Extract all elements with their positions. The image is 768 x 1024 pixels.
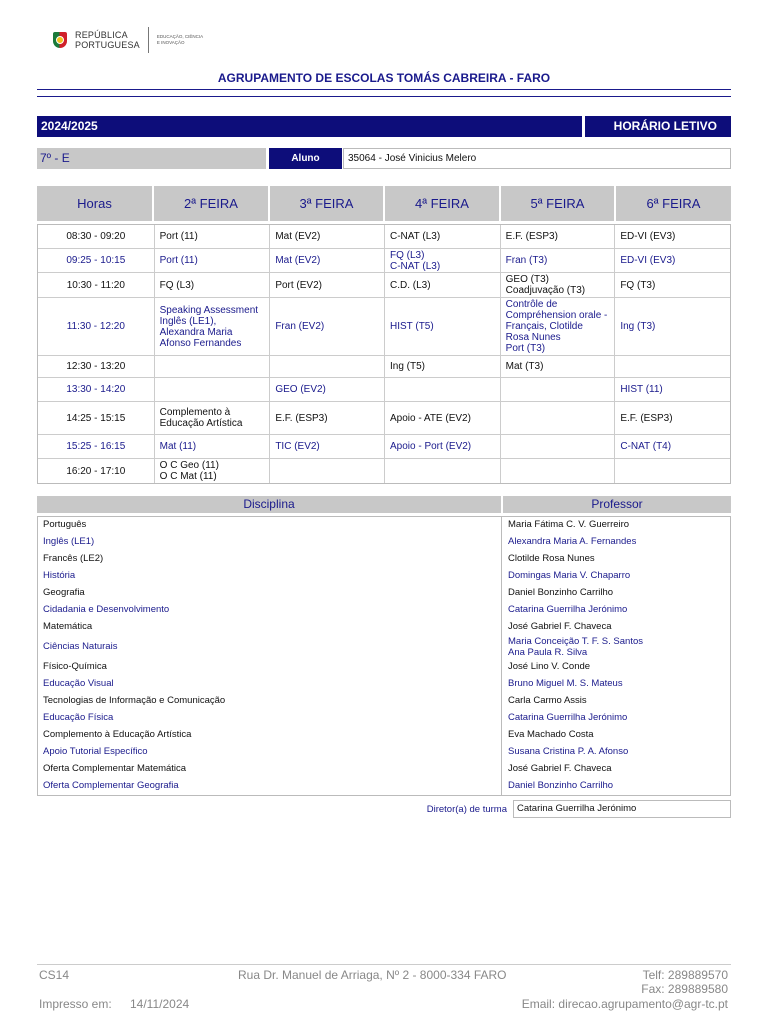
schedule-hour: 13:30 - 14:20 xyxy=(38,378,155,401)
schedule-hour: 14:25 - 15:15 xyxy=(38,402,155,434)
aluno-value: 35064 - José Vinicius Melero xyxy=(343,148,731,169)
schedule-row xyxy=(38,356,730,378)
discipline-row xyxy=(38,727,730,744)
schedule-cell xyxy=(385,378,501,401)
schedule-cell: C-NAT (L3) xyxy=(385,225,501,248)
discipline-professor: Maria Fátima C. V. Guerreiro xyxy=(508,519,630,531)
footer-rule xyxy=(37,964,731,965)
schedule-cell: Mat (T3) xyxy=(501,356,616,377)
discipline-table xyxy=(37,516,731,796)
discipline-professor: Bruno Miguel M. S. Mateus xyxy=(508,678,623,690)
discipline-professor: Catarina Guerrilha Jerónimo xyxy=(508,712,628,724)
logo-line2: PORTUGUESA xyxy=(75,40,140,50)
schedule-header-cell: 6ª FEIRA xyxy=(616,186,731,221)
schedule-row xyxy=(38,273,730,298)
schedule-row xyxy=(38,435,730,459)
schedule-hour: 09:25 - 10:15 xyxy=(38,249,155,272)
discipline-professor: Domingas Maria V. Chaparro xyxy=(508,570,631,582)
professor-header-label: Professor xyxy=(503,496,731,513)
schedule-cell xyxy=(270,356,385,377)
discipline-professor: Susana Cristina P. A. Afonso xyxy=(508,746,629,758)
schedule-cell: GEO (EV2) xyxy=(270,378,385,401)
discipline-row xyxy=(38,710,730,727)
doc-type-bar: HORÁRIO LETIVO xyxy=(585,116,731,137)
schedule-row xyxy=(38,459,730,483)
logo-name xyxy=(75,30,140,50)
discipline-professor: Eva Machado Costa xyxy=(508,729,594,741)
discipline-professor-line: Maria Conceição T. F. S. Santos xyxy=(508,636,643,647)
ministry-line2: E INOVAÇÃO xyxy=(156,40,185,45)
footer-code: CS14 xyxy=(39,968,70,982)
schedule-header-cell: 4ª FEIRA xyxy=(385,186,501,221)
schedule-cell: GEO (T3) Coadjuvação (T3) xyxy=(501,273,616,297)
footer-fax: Fax: 289889580 xyxy=(641,982,728,996)
schedule-header xyxy=(37,186,731,221)
schedule-cell xyxy=(155,356,271,377)
schedule-header-cell: 2ª FEIRA xyxy=(154,186,270,221)
discipline-row xyxy=(38,585,730,602)
director-value: Catarina Guerrilha Jerónimo xyxy=(513,800,731,818)
republica-portuguesa-logo xyxy=(50,26,203,54)
discipline-professor-line: Ana Paula R. Silva xyxy=(508,646,588,658)
discipline-name: Educação Visual xyxy=(38,676,502,693)
discipline-professor: José Gabriel F. Chaveca xyxy=(508,621,612,633)
discipline-row xyxy=(38,636,730,659)
schedule-cell: ED-VI (EV3) xyxy=(620,231,676,242)
schedule-cell xyxy=(615,459,730,483)
aluno-label: Aluno xyxy=(269,148,342,169)
schedule-hour: 08:30 - 09:20 xyxy=(38,225,155,248)
discipline-name: Ciências Naturais xyxy=(38,636,502,659)
discipline-professor: Daniel Bonzinho Carrilho xyxy=(508,587,614,599)
discipline-row xyxy=(38,778,730,795)
schedule-cell: FQ (L3) xyxy=(155,273,271,297)
schedule-row xyxy=(38,298,730,356)
discipline-row xyxy=(38,761,730,778)
footer-email: Email: direcao.agrupamento@agr-tc.pt xyxy=(521,997,728,1011)
discipline-professor: Daniel Bonzinho Carrilho xyxy=(508,780,614,792)
discipline-header-label: Disciplina xyxy=(37,496,501,513)
schedule-cell: TIC (EV2) xyxy=(270,435,385,458)
title-rule-bottom xyxy=(37,96,731,97)
ministry-line1: EDUCAÇÃO, CIÊNCIA xyxy=(156,34,204,39)
discipline-name: Físico-Química xyxy=(38,659,502,676)
discipline-professor: Alexandra Maria A. Fernandes xyxy=(508,536,637,548)
schedule-body xyxy=(37,224,731,484)
schedule-cell: Apoio - Port (EV2) xyxy=(385,435,501,458)
schedule-cell: O C Geo (11) O C Mat (11) xyxy=(155,459,271,483)
schedule-cell xyxy=(615,356,730,377)
discipline-row xyxy=(38,744,730,761)
director-label: Diretor(a) de turma xyxy=(426,804,507,815)
school-year-bar: 2024/2025 xyxy=(37,116,582,137)
schedule-cell: ED-VI (EV3) xyxy=(620,255,676,266)
discipline-row xyxy=(38,619,730,636)
schedule-row xyxy=(38,378,730,402)
footer-tel: Telf: 289889570 xyxy=(642,968,728,982)
schedule-cell: Port (11) xyxy=(155,225,271,248)
discipline-name: Cidadania e Desenvolvimento xyxy=(38,602,502,619)
discipline-professor: José Lino V. Conde xyxy=(508,661,591,673)
discipline-row xyxy=(38,693,730,710)
schedule-hour: 12:30 - 13:20 xyxy=(38,356,155,377)
schedule-cell: E.F. (ESP3) xyxy=(270,402,385,434)
schedule-cell: Complemento à Educação Artística xyxy=(155,402,271,434)
discipline-professor: Clotilde Rosa Nunes xyxy=(508,553,595,565)
schedule-hour: 10:30 - 11:20 xyxy=(38,273,155,297)
schedule-cell: Port (11) xyxy=(155,249,271,272)
title-rule-top xyxy=(37,89,731,90)
discipline-name: Oferta Complementar Geografia xyxy=(38,778,502,795)
discipline-row xyxy=(38,676,730,693)
discipline-row xyxy=(38,534,730,551)
schedule-cell xyxy=(385,459,501,483)
schedule-cell: Contrôle de Compréhension orale - Français, Clotilde Rosa Nunes Port (T3) xyxy=(501,298,616,355)
discipline-name: Complemento à Educação Artística xyxy=(38,727,502,744)
discipline-name: Matemática xyxy=(38,619,502,636)
discipline-row xyxy=(38,659,730,676)
schedule-row xyxy=(38,225,730,249)
schedule-hour: 11:30 - 12:20 xyxy=(38,298,155,355)
schedule-cell: Port (EV2) xyxy=(270,273,385,297)
discipline-name: Oferta Complementar Matemática xyxy=(38,761,502,778)
discipline-name: Tecnologias de Informação e Comunicação xyxy=(38,693,502,710)
ministry-text xyxy=(157,34,203,46)
discipline-professor: José Gabriel F. Chaveca xyxy=(508,763,612,775)
discipline-row xyxy=(38,602,730,619)
schedule-header-cell: 3ª FEIRA xyxy=(270,186,385,221)
discipline-row xyxy=(38,568,730,585)
discipline-name: História xyxy=(38,568,502,585)
discipline-professor: Catarina Guerrilha Jerónimo xyxy=(508,604,628,616)
schedule-cell: E.F. (ESP3) xyxy=(501,225,616,248)
discipline-name: Português xyxy=(38,517,502,534)
schedule-cell: C.D. (L3) xyxy=(385,273,501,297)
class-name: 7º - E xyxy=(37,148,266,169)
schedule-cell: Speaking Assessment Inglês (LE1), Alexandra Maria Afonso Fernandes xyxy=(155,298,271,355)
schedule-cell: FQ (L3) C-NAT (L3) xyxy=(385,249,501,272)
schedule-table xyxy=(37,186,731,484)
schedule-cell: HIST (T5) xyxy=(385,298,501,355)
discipline-row xyxy=(38,517,730,534)
schedule-cell xyxy=(501,378,616,401)
discipline-row xyxy=(38,551,730,568)
schedule-cell: Fran (EV2) xyxy=(270,298,385,355)
schedule-row xyxy=(38,249,730,273)
footer-address: Rua Dr. Manuel de Arriaga, Nº 2 - 8000-334 FARO xyxy=(238,968,507,982)
logo-line1: REPÚBLICA xyxy=(75,30,128,40)
schedule-cell: Mat (11) xyxy=(155,435,271,458)
schedule-hour: 15:25 - 16:15 xyxy=(38,435,155,458)
footer-printed-label: Impresso em: xyxy=(39,997,112,1011)
schedule-cell: Apoio - ATE (EV2) xyxy=(385,402,501,434)
discipline-professor: Carla Carmo Assis xyxy=(508,695,587,707)
logo-divider xyxy=(148,27,149,53)
schedule-cell: HIST (11) xyxy=(620,384,663,395)
schedule-cell: Mat (EV2) xyxy=(270,225,385,248)
footer-printed-date: 14/11/2024 xyxy=(130,997,190,1011)
discipline-professor xyxy=(502,636,730,659)
schedule-cell xyxy=(501,459,616,483)
schedule-cell xyxy=(155,378,271,401)
schedule-header-cell: Horas xyxy=(37,186,154,221)
schedule-hour: 16:20 - 17:10 xyxy=(38,459,155,483)
discipline-name: Educação Física xyxy=(38,710,502,727)
schedule-cell: FQ (T3) xyxy=(620,279,656,291)
schedule-cell: C-NAT (T4) xyxy=(620,441,672,452)
schedule-header-cell: 5ª FEIRA xyxy=(501,186,616,221)
schedule-cell: E.F. (ESP3) xyxy=(620,412,673,424)
discipline-name: Francês (LE2) xyxy=(38,551,502,568)
schedule-cell xyxy=(270,459,385,483)
discipline-name: Apoio Tutorial Específico xyxy=(38,744,502,761)
schedule-cell xyxy=(501,435,616,458)
schedule-cell: Ing (T3) xyxy=(620,321,656,332)
schedule-cell: Ing (T5) xyxy=(385,356,501,377)
schedule-row xyxy=(38,402,730,435)
schedule-cell xyxy=(501,402,616,434)
schedule-cell: Mat (EV2) xyxy=(270,249,385,272)
schedule-cell: Fran (T3) xyxy=(501,249,616,272)
coat-of-arms-icon xyxy=(50,28,70,52)
page-title: AGRUPAMENTO DE ESCOLAS TOMÁS CABREIRA - FARO xyxy=(217,71,551,85)
discipline-name: Inglês (LE1) xyxy=(38,534,502,551)
discipline-name: Geografia xyxy=(38,585,502,602)
discipline-header xyxy=(37,496,731,513)
